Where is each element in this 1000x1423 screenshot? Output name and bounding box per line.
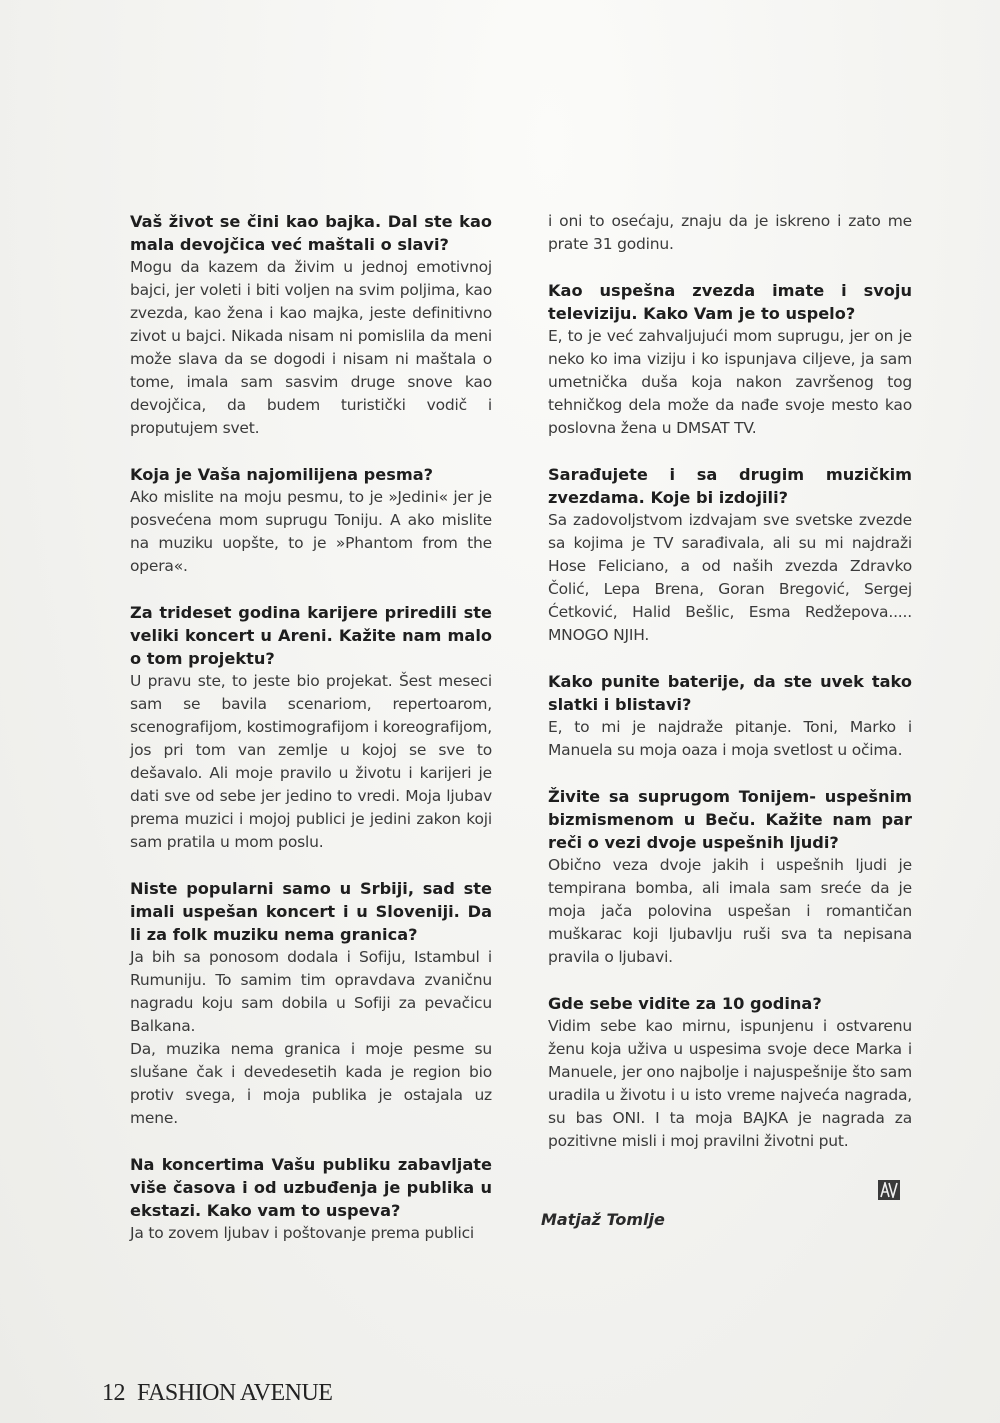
interview-question: Na koncertima Vašu publiku zabavljate više časova i od uzbuđenja je publika u ekstazi. Kako vam to uspeva? — [130, 1155, 492, 1220]
qa-block — [130, 601, 492, 854]
page-number: 12 — [102, 1380, 125, 1406]
qa-block — [548, 463, 912, 647]
interview-answer: U pravu ste, to jeste bio projekat. Šest meseci sam se bavila scenariom, repertoarom, scenografijom, kostimografijom i koreografijom, jos pri tom van zemlje u kojoj se sve to dešavalo. Ali moje pravilo u životu i karijeri je dati sve od sebe jer jedino to vredi. Moja ljubav prema muzici i mojoj publici je jedini zakon koji sam pratila u mom poslu. — [130, 672, 492, 851]
interview-answer-paragraph: Da, muzika nema granica i moje pesme su slušane čak i devedesetih kada je region bio protiv svega, i moja publika je ostajala uz mene. — [130, 1040, 492, 1127]
interview-answer: Sa zadovoljstvom izdvajam sve svetske zvezde sa kojima je TV sarađivala, ali su mi najdraži Hose Feliciano, a od naših zvezda Zdravko Čolić, Lepa Brena, Goran Bregović, Sergej Ćetković, Halid Bešlic, Esma Redžepova..... MNOGO NJIH. — [548, 511, 912, 644]
right-column — [548, 210, 912, 1176]
fashion-avenue-logo-icon — [878, 1180, 900, 1200]
magazine-name: FASHION AVENUE — [137, 1380, 333, 1406]
qa-block — [548, 279, 912, 440]
qa-block — [130, 210, 492, 440]
qa-block — [130, 1153, 492, 1245]
interview-question: Gde sebe vidite za 10 godina? — [548, 994, 822, 1013]
qa-block — [548, 992, 912, 1153]
interview-question: Za trideset godina karijere priredili ste veliki koncert u Areni. Kažite nam malo o tom projektu? — [130, 603, 492, 668]
interview-question: Koja je Vaša najomilijena pesma? — [130, 465, 434, 484]
interview-question: Niste popularni samo u Srbiji, sad ste imali uspešan koncert i u Sloveniji. Da li za folk muziku nema granica? — [130, 879, 492, 944]
article-author: Matjaž Tomlje — [541, 1210, 665, 1229]
interview-answer: Vidim sebe kao mirnu, ispunjenu i ostvarenu ženu koja uživa u uspesima svoje dece Marka i Manuele, jer ono najbolje i najuspešnije što sam uradila u životu i u isto vreme najveća nagrada, su bas ONI. I ta moja BAJKA je nagrada za pozitivne misli i moj pravilni životni put. — [548, 1017, 912, 1150]
interview-answer: E, to je već zahvaljujući mom suprugu, jer on je neko ko ima viziju i ko ispunjava ciljeve, ja sam umetnička duša koja nakon završenog tog tehničkog dela može da nađe svoje mesto kao poslovna žena u DMSAT TV. — [548, 327, 912, 437]
interview-answer: Ako mislite na moju pesmu, to je »Jedini« jer je posvećena mom suprugu Toniju. A ako mislite na muziku uopšte, to je »Phantom from the opera«. — [130, 488, 492, 575]
qa-block — [548, 785, 912, 969]
interview-answer: Ja to zovem ljubav i poštovanje prema publici — [130, 1224, 475, 1242]
interview-question: Vaš život se čini kao bajka. Dal ste kao mala devojčica već maštali o slavi? — [130, 212, 492, 254]
left-column — [130, 210, 492, 1268]
qa-block — [548, 210, 912, 256]
interview-question: Kao uspešna zvezda imate i svoju televiziju. Kako Vam je to uspelo? — [548, 281, 912, 323]
interview-question: Sarađujete i sa drugim muzičkim zvezdama. Koje bi izdojili? — [548, 465, 912, 507]
qa-block — [130, 463, 492, 578]
interview-question: Živite sa suprugom Tonijem- uspešnim bizmismenom u Beču. Kažite nam par reči o vezi dvoje uspešnih ljudi? — [548, 787, 912, 852]
answer-continuation: i oni to osećaju, znaju da je iskreno i zato me prate 31 godinu. — [548, 212, 912, 253]
interview-answer: Obično veza dvoje jakih i uspešnih ljudi je tempirana bomba, ali imala sam sreće da je moja jača polovina uspešan i romantičan muškarac koji ljubavlju ruši sva ta nepisana pravila o ljubavi. — [548, 856, 912, 966]
interview-question: Kako punite baterije, da ste uvek tako slatki i blistavi? — [548, 672, 912, 714]
page-footer — [102, 1380, 332, 1407]
qa-block — [130, 877, 492, 1130]
interview-answer: E, to mi je najdraže pitanje. Toni, Marko i Manuela su moja oaza i moja svetlost u očima. — [548, 718, 912, 759]
qa-block — [548, 670, 912, 762]
interview-answer: Mogu da kazem da živim u jednoj emotivnoj bajci, jer voleti i biti voljen na svim poljima, kao zvezda, kao žena i kao majka, jeste definitivno zivot u bajci. Nikada nisam ni pomislila da meni može slava da se dogodi i nisam ni maštala o tome, imala sam sasvim druge snove kao devojčica, da budem turistički vodič i proputujem svet. — [130, 258, 492, 437]
interview-answer: Ja bih sa ponosom dodala i Sofiju, Istambul i Rumuniju. To samim tim opravdava zvaničnu nagradu koju sam dobila u Sofiji za pevačicu Balkana. — [130, 948, 492, 1035]
